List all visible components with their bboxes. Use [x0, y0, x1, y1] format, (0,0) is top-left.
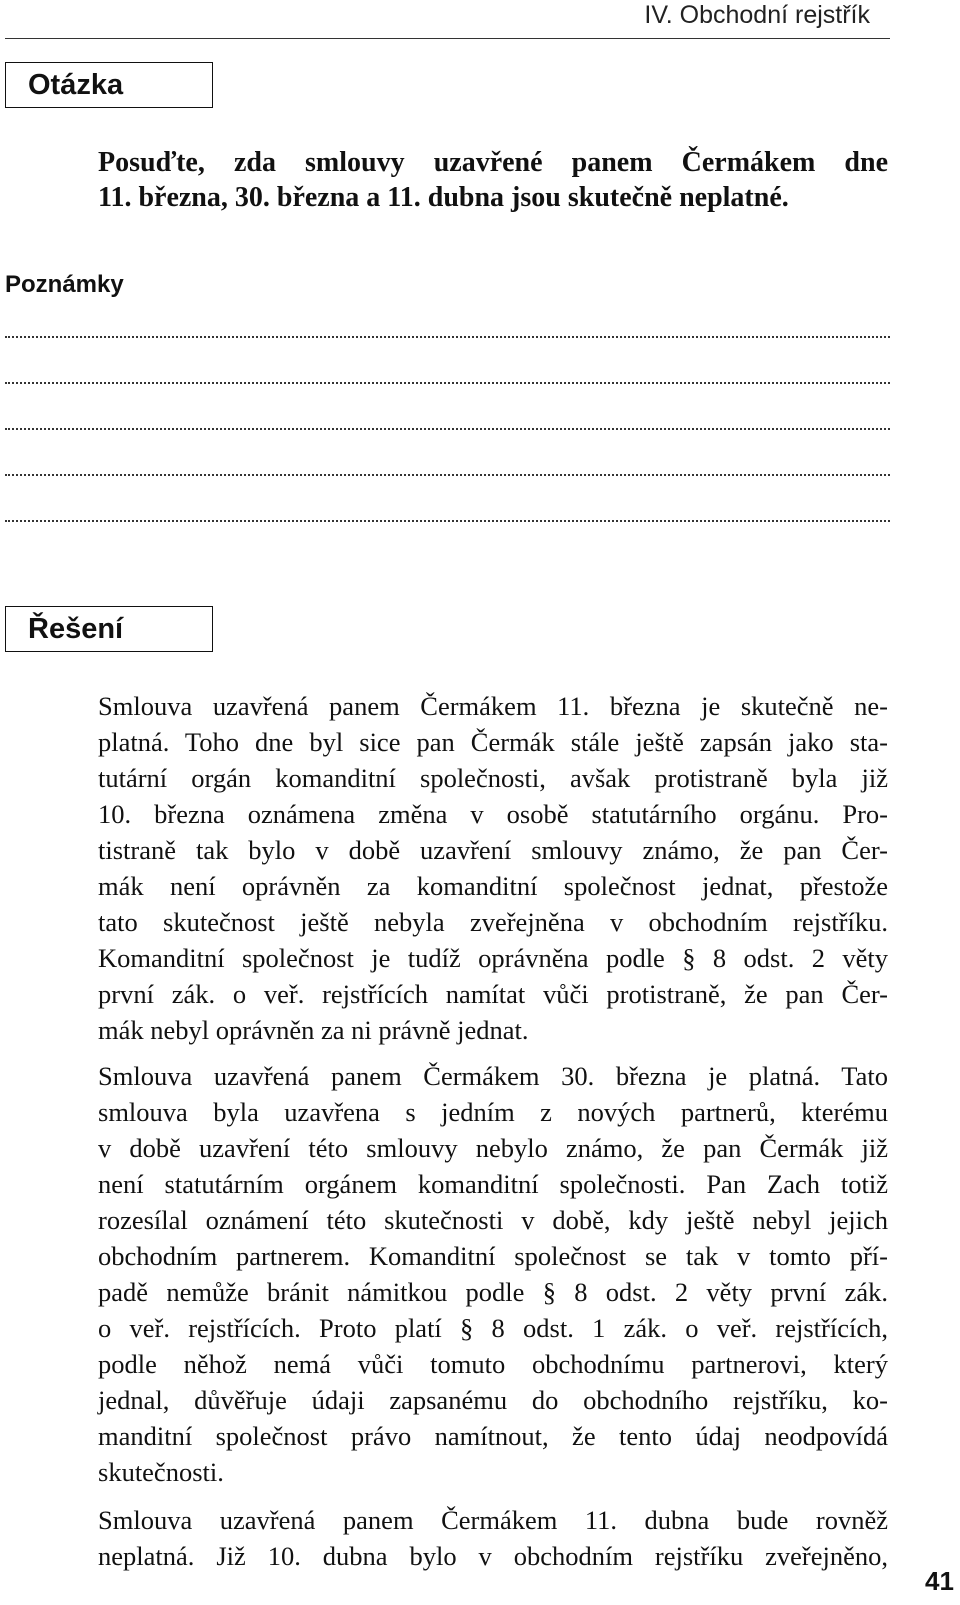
header-rule [5, 38, 890, 39]
question-text [98, 145, 888, 215]
text-line: obchodním partnerem. Komanditní společnost se tak v tomto pří- [98, 1241, 888, 1271]
text-line: Smlouva uzavřená panem Čermákem 30. března je platná. Tato [98, 1061, 888, 1091]
notes-dotted-line [5, 474, 890, 476]
question-line: Posuďte, zda smlouvy uzavřené panem Čermákem dne [98, 147, 888, 178]
text-line: rozesílal oznámení této skutečnosti v době, kdy ještě nebyl jejich [98, 1205, 888, 1235]
text-line: manditní společnost právo namítnout, že tento údaj neodpovídá [98, 1421, 888, 1451]
solution-paragraph [98, 1058, 888, 1490]
notes-dotted-line [5, 382, 890, 384]
text-line: není statutárním orgánem komanditní společnosti. Pan Zach totiž [98, 1169, 888, 1199]
text-line: Smlouva uzavřená panem Čermákem 11. března je skutečně ne- [98, 691, 888, 721]
solution-paragraph [98, 1502, 888, 1574]
text-line: skutečnosti. [98, 1457, 224, 1487]
page-number: 41 [925, 1566, 954, 1596]
question-heading-box: Otázka [5, 62, 213, 108]
text-line: tistraně tak bylo v době uzavření smlouvy známo, že pan Čer- [98, 835, 888, 865]
running-head-title: IV. Obchodní rejstřík [644, 1, 870, 29]
text-line: jednal, důvěřuje údaji zapsanému do obchodního rejstříku, ko- [98, 1385, 888, 1415]
text-line: neplatná. Již 10. dubna bylo v obchodním rejstříku zveřejněno, [98, 1541, 888, 1571]
question-line: 11. března, 30. března a 11. dubna jsou skutečně neplatné. [98, 182, 789, 213]
text-line: mák nebyl oprávněn za ni právně jednat. [98, 1015, 529, 1045]
text-line: podle něhož nemá vůči tomuto obchodnímu partnerovi, který [98, 1349, 888, 1379]
text-line: platná. Toho dne byl sice pan Čermák stále ještě zapsán jako sta- [98, 727, 888, 757]
text-line: v době uzavření této smlouvy nebylo známo, že pan Čermák již [98, 1133, 888, 1163]
text-line: padě nemůže bránit námitkou podle § 8 odst. 2 věty první zák. [98, 1277, 888, 1307]
solution-paragraph [98, 688, 888, 1048]
notes-dotted-line [5, 520, 890, 522]
notes-dotted-line [5, 336, 890, 338]
notes-heading: Poznámky [5, 271, 124, 298]
text-line: mák není oprávněn za komanditní společnost jednat, přestože [98, 871, 888, 901]
text-line: tutární orgán komanditní společnosti, avšak protistraně byla již [98, 763, 888, 793]
text-line: o veř. rejstřících. Proto platí § 8 odst. 1 zák. o veř. rejstřících, [98, 1313, 888, 1343]
text-line: první zák. o veř. rejstřících namítat vůči protistraně, že pan Čer- [98, 979, 888, 1009]
notes-dotted-line [5, 428, 890, 430]
text-line: 10. března oznámena změna v osobě statutárního orgánu. Pro- [98, 799, 888, 829]
solution-heading-box: Řešení [5, 606, 213, 652]
text-line: tato skutečnost ještě nebyla zveřejněna v obchodním rejstříku. [98, 907, 888, 937]
text-line: smlouva byla uzavřena s jedním z nových partnerů, kterému [98, 1097, 888, 1127]
text-line: Smlouva uzavřená panem Čermákem 11. dubna bude rovněž [98, 1505, 888, 1535]
text-line: Komanditní společnost je tudíž oprávněna podle § 8 odst. 2 věty [98, 943, 888, 973]
